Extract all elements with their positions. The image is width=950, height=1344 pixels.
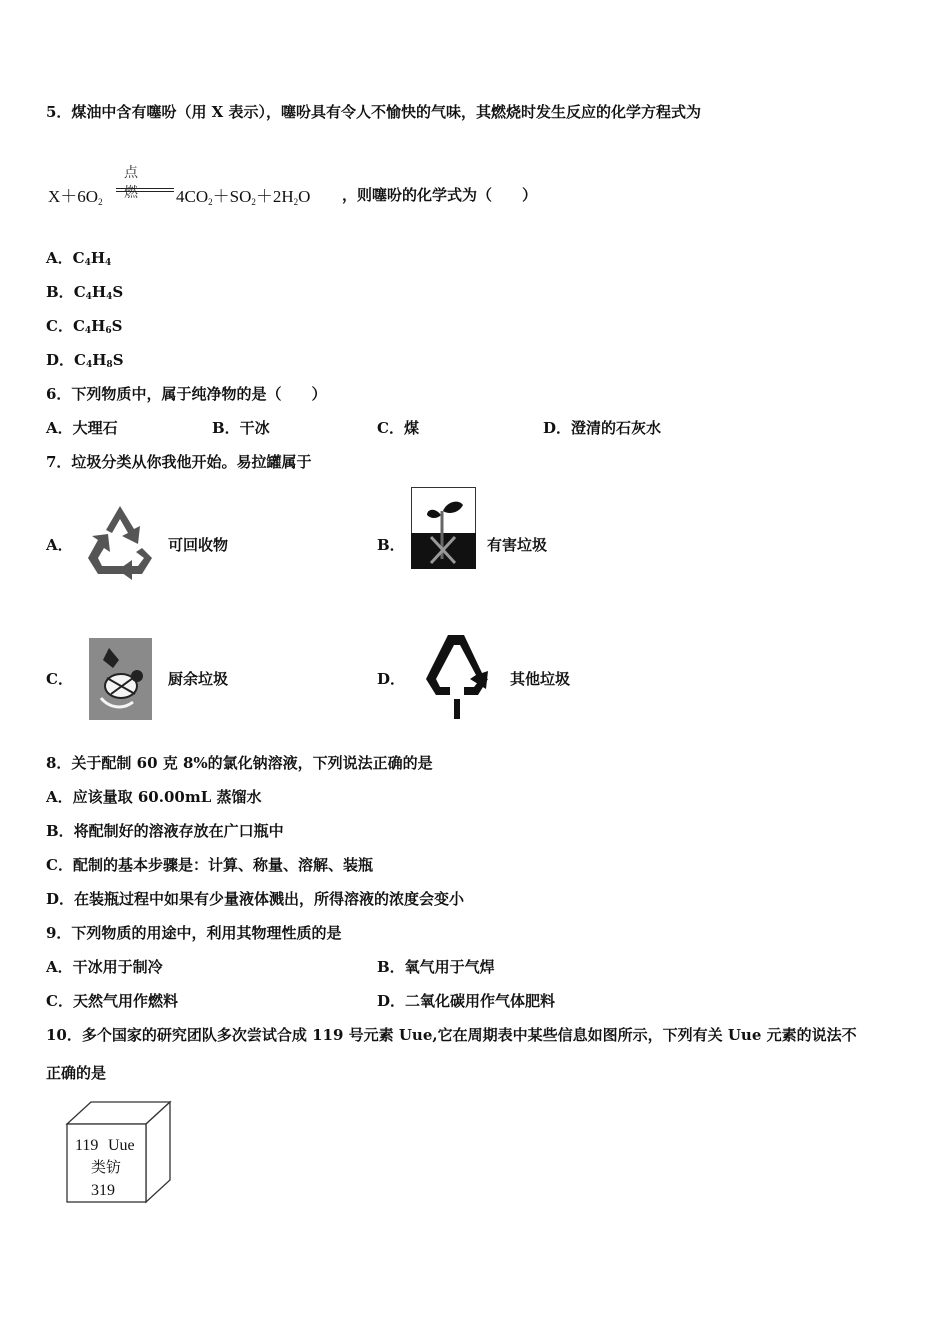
q9-option-c[interactable]: C．天然气用作燃料 xyxy=(46,992,178,1010)
q6-option-c[interactable]: C．煤 xyxy=(377,419,419,437)
q9-stem: 9．下列物质的用途中，利用其物理性质的是 xyxy=(46,924,342,942)
q6-option-a[interactable]: A．大理石 xyxy=(46,419,118,437)
element-symbol: Uue xyxy=(108,1137,135,1154)
eq-tail-text: ，则噻吩的化学式为（ ） xyxy=(342,186,538,204)
kitchen-waste-icon xyxy=(89,638,152,720)
q9-option-b[interactable]: B．氧气用于气焊 xyxy=(377,958,495,976)
q7-stem: 7．垃圾分类从你我他开始。易拉罐属于 xyxy=(46,453,312,471)
recycle-icon xyxy=(84,500,156,580)
q8-stem: 8．关于配制 60 克 8%的氯化钠溶液，下列说法正确的是 xyxy=(46,754,433,772)
q5-option-c[interactable]: C．$C_4H_6S$ xyxy=(46,317,123,336)
q5-option-d[interactable]: D．$C_4H_8S$ xyxy=(46,351,124,370)
eq-arrow-top xyxy=(116,188,174,189)
eq-reactants: $X+6O_2$ xyxy=(48,187,103,207)
q7-option-a-label[interactable]: A． xyxy=(46,536,73,554)
q7-option-b-label[interactable]: B． xyxy=(377,536,405,554)
q7-option-d-label[interactable]: D． xyxy=(377,670,406,688)
other-waste-icon xyxy=(424,633,490,721)
element-name: 类钫 xyxy=(91,1158,122,1176)
q5-option-a[interactable]: A．$C_4H_4$ xyxy=(46,249,112,268)
q5-stem: 5．煤油中含有噻吩（用 X 表示），噻吩具有令人不愉快的气味，其燃烧时发生反应的化学方程式为 xyxy=(46,103,702,121)
element-cell-box xyxy=(64,1100,174,1205)
q10-stem-line1: 10．多个国家的研究团队多次尝试合成 119 号元素 Uue,它在周期表中某些信息如图所示，下列有关 Uue 元素的说法不 xyxy=(46,1026,857,1044)
q9-option-a[interactable]: A．干冰用于制冷 xyxy=(46,958,163,976)
q8-option-d[interactable]: D．在装瓶过程中如果有少量液体溅出，所得溶液的浓度会变小 xyxy=(46,890,465,908)
q6-option-b[interactable]: B．干冰 xyxy=(212,419,270,437)
hazardous-waste-icon xyxy=(411,487,476,569)
q5-option-b[interactable]: B．$C_4H_4S$ xyxy=(46,283,124,302)
q7-option-b-text[interactable]: 有害垃圾 xyxy=(487,536,548,554)
q7-option-c-label[interactable]: C． xyxy=(46,670,73,688)
q7-option-d-text[interactable]: 其他垃圾 xyxy=(510,670,571,688)
q8-option-b[interactable]: B．将配制好的溶液存放在广口瓶中 xyxy=(46,822,284,840)
eq-products: $4CO_2+SO_2+2H_2O$ xyxy=(176,187,311,207)
q10-stem-line2: 正确的是 xyxy=(46,1064,107,1082)
q6-stem: 6．下列物质中，属于纯净物的是（ ） xyxy=(46,385,327,403)
eq-arrow-bottom xyxy=(116,191,174,192)
reaction-condition: 点燃 xyxy=(124,165,138,201)
q8-option-c[interactable]: C．配制的基本步骤是：计算、称量、溶解、装瓶 xyxy=(46,856,373,874)
element-mass: 319 xyxy=(91,1182,115,1199)
q7-option-c-text[interactable]: 厨余垃圾 xyxy=(168,670,229,688)
q9-option-d[interactable]: D．二氧化碳用作气体肥料 xyxy=(377,992,556,1010)
q7-option-a-text[interactable]: 可回收物 xyxy=(168,536,229,554)
q8-option-a[interactable]: A．应该量取 60.00mL 蒸馏水 xyxy=(46,788,262,806)
element-number: 119 xyxy=(75,1137,99,1154)
q6-option-d[interactable]: D．澄清的石灰水 xyxy=(543,419,662,437)
